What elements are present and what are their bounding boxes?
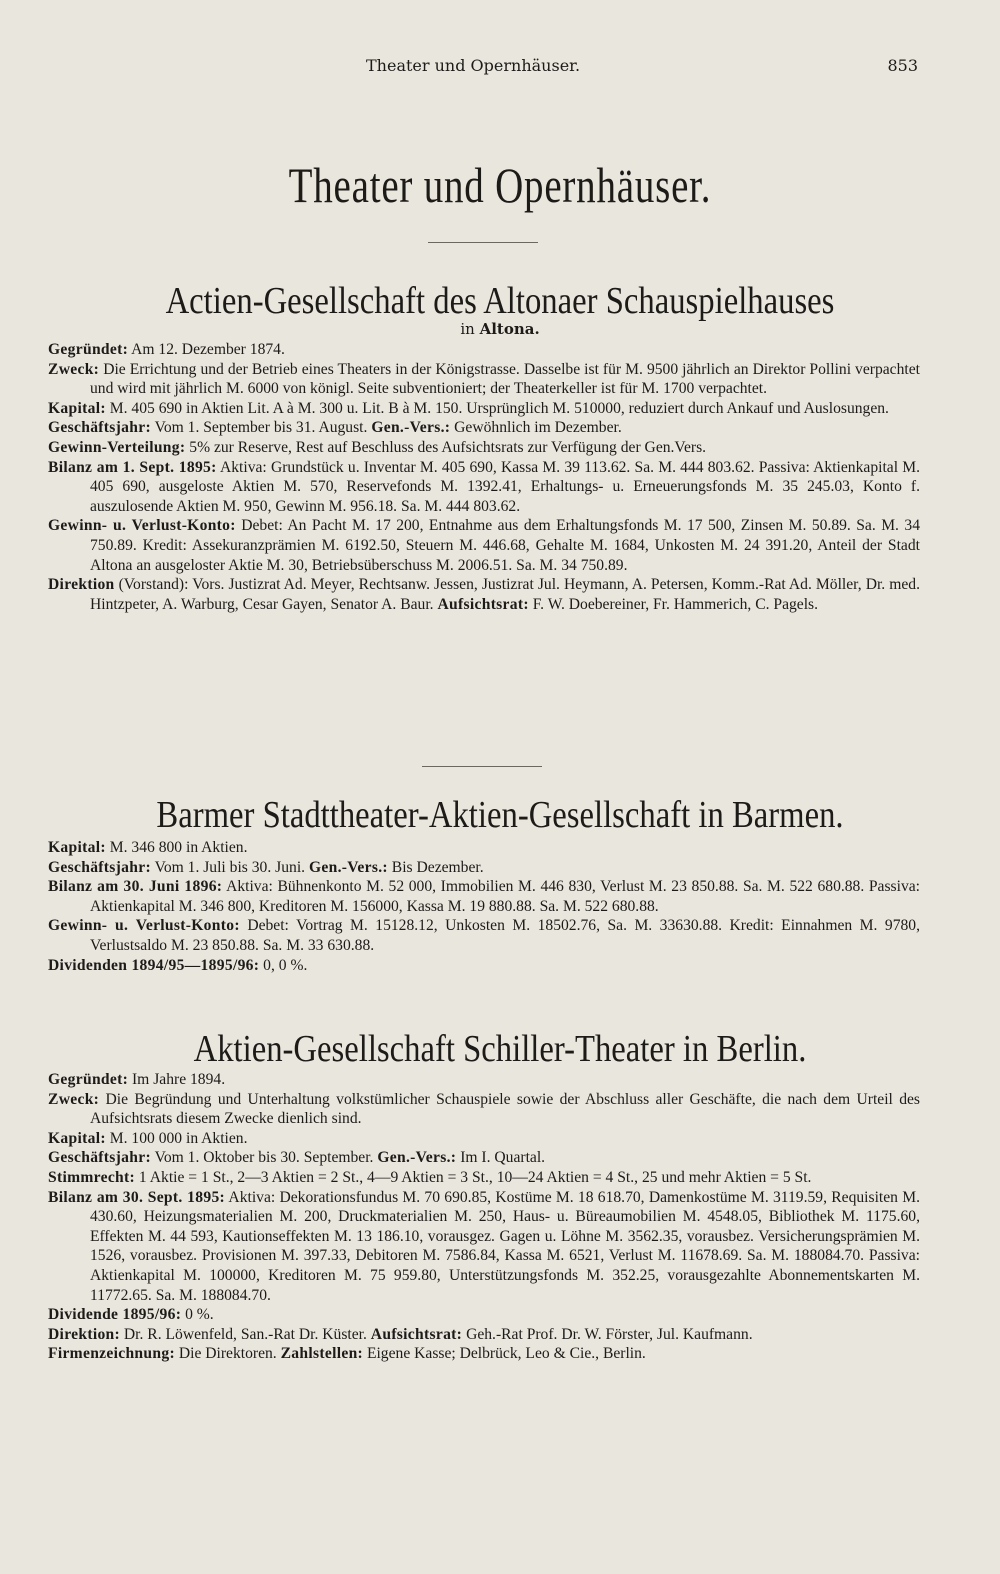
entry-gegruendet	[48, 340, 920, 360]
entry-kapital	[48, 399, 920, 419]
entry-text: (Vorstand): Vors. Justizrat Ad. Meyer, Rechtsanw. Jessen, Justizrat Jul. Heymann, A. Petersen, Komm.-Rat Ad. Möller, Dr. med. Hintzpeter, A. Warburg, Cesar Gayen, Senator A. Baur.	[90, 576, 920, 613]
entry-text: Am 12. Dezember 1874.	[128, 341, 285, 358]
entry-label: Bilanz am 30. Juni 1896:	[48, 878, 223, 896]
entry-label: Firmenzeichnung:	[48, 1345, 175, 1363]
entry-text: Aktiva: Bühnenkonto M. 52 000, Immobilien M. 446 830, Verlust M. 23 850.88. Sa. M. 522 680.88. Passiva: Aktienkapital M. 346 800, Kreditoren M. 156000, Kassa M. 19 880.88. Sa. M. 522 680.88.	[90, 878, 920, 915]
entry-text: Debet: An Pacht M. 17 200, Entnahme aus dem Erhaltungsfonds M. 17 500, Zinsen M. 50.89. Sa. M. 34 750.89. Kredit: Assekuranzprämien M. 6192.50, Steuern M. 446.68, Gehalte M. 1684, Unkosten M. 24 391.20, Anteil der Stadt Altona an ausgeloster Aktie M. 30, Betriebsüberschuss M. 2006.51. Sa. M. 34 750.89.	[90, 517, 920, 574]
running-title: Theater und Opernhäuser.	[366, 56, 581, 75]
entry-text: Im Jahre 1894.	[128, 1071, 226, 1088]
entry-text: Bis Dezember.	[387, 858, 484, 876]
entry-label: Aufsichtsrat:	[437, 595, 529, 613]
entry-label: Dividenden 1894/95—1895/96:	[48, 956, 260, 974]
entries-barmen	[48, 838, 920, 975]
entry-geschaeftsjahr	[48, 418, 920, 438]
entry-gewinn-verlust	[48, 916, 920, 955]
entry-text: 0 %.	[181, 1306, 214, 1324]
entries-altona	[48, 340, 920, 614]
entry-label: Direktion:	[48, 1325, 121, 1343]
main-title: Theater und Opernhäuser.	[288, 157, 712, 213]
location-name: Altona.	[479, 320, 540, 338]
entry-dividenden	[48, 956, 920, 976]
entry-text: 5% zur Reserve, Rest auf Beschluss des Aufsichtsrats zur Verfügung der Gen.Vers.	[185, 438, 707, 456]
entry-label: Gewinn- u. Verlust-Konto:	[48, 917, 240, 935]
entry-text: Vom 1. September bis 31. August.	[150, 419, 372, 437]
entry-label: Gen.-Vers.:	[308, 858, 388, 876]
entry-bilanz	[48, 877, 920, 916]
entry-label: Gewinn- u. Verlust-Konto:	[48, 517, 236, 535]
entry-label: Gegründet:	[48, 1071, 129, 1088]
entry-label: Zweck:	[48, 1090, 100, 1108]
entry-text: Gewöhnlich im Dezember.	[450, 419, 622, 437]
entry-label: Aufsichtsrat:	[370, 1325, 463, 1343]
entry-zweck	[48, 1090, 920, 1129]
entry-label: Kapital:	[48, 399, 106, 417]
entry-text: 1 Aktie = 1 St., 2—3 Aktien = 2 St., 4—9 Aktien = 3 St., 10—24 Aktien = 4 St., 25 und mehr Aktien = 5 St.	[135, 1168, 812, 1186]
entry-label: Gen.-Vers.:	[371, 419, 451, 437]
entry-label: Dividende 1895/96:	[48, 1306, 182, 1324]
entry-bilanz	[48, 1188, 920, 1306]
entry-stimmrecht	[48, 1168, 920, 1188]
entries-schiller	[48, 1070, 920, 1364]
entry-label: Stimmrecht:	[48, 1168, 136, 1186]
entry-zweck	[48, 360, 920, 399]
entry-text: Debet: Vortrag M. 15128.12, Unkosten M. 18502.76, Sa. M. 33630.88. Kredit: Einnahmen M. 9780, Verlustsaldo M. 23 850.88. Sa. M. 33 630.88.	[90, 917, 920, 954]
page-number: 853	[887, 56, 918, 75]
running-head	[0, 56, 1000, 80]
entry-label: Kapital:	[48, 839, 106, 856]
entry-gegruendet	[48, 1070, 920, 1090]
entry-text: Die Errichtung und der Betrieb eines Theaters in der Königstrasse. Dasselbe ist für M. 9500 jährlich an Direktor Pollini verpachtet und wird mit jährlich M. 6000 von königl. Seite subventioniert; der Theaterkeller ist für M. 1700 verpachtet.	[90, 360, 920, 398]
entry-text: Dr. R. Löwenfeld, San.-Rat Dr. Küster.	[120, 1325, 371, 1343]
entry-text: Eigene Kasse; Delbrück, Leo & Cie., Berlin.	[363, 1345, 646, 1363]
entry-label: Geschäftsjahr:	[48, 858, 151, 876]
entry-gewinn-verteilung	[48, 438, 920, 458]
entry-firmenzeichnung	[48, 1344, 920, 1364]
company-heading-barmen: Barmer Stadttheater-Aktien-Gesellschaft in Barmen.	[156, 794, 844, 836]
entry-gewinn-verlust	[48, 516, 920, 575]
entry-label: Gen.-Vers.:	[377, 1149, 457, 1167]
entry-text: Geh.-Rat Prof. Dr. W. Förster, Jul. Kaufmann.	[462, 1325, 753, 1343]
entry-label: Direktion	[48, 576, 115, 594]
entry-direktion	[48, 1325, 920, 1345]
entry-label: Gegründet:	[48, 341, 129, 358]
location-prefix: in	[460, 320, 475, 338]
entry-text: 0, 0 %.	[259, 956, 308, 974]
entry-label: Bilanz am 30. Sept. 1895:	[48, 1188, 226, 1206]
entry-text: F. W. Doebereiner, Fr. Hammerich, C. Pagels.	[528, 595, 819, 613]
entry-text: M. 346 800 in Aktien.	[105, 839, 248, 856]
entry-text: Im I. Quartal.	[456, 1149, 546, 1167]
entry-direktion	[48, 575, 920, 614]
entry-label: Zweck:	[48, 360, 100, 378]
entry-text: M. 100 000 in Aktien.	[105, 1129, 248, 1147]
company-location-altona	[0, 322, 1000, 337]
entry-text: Vom 1. Oktober bis 30. September.	[150, 1149, 378, 1167]
entry-text: M. 405 690 in Aktien Lit. A à M. 300 u. Lit. B à M. 150. Ursprünglich M. 510000, reduziert durch Ankauf und Auslosungen.	[105, 399, 889, 417]
entry-geschaeftsjahr	[48, 858, 920, 878]
entry-label: Bilanz am 1. Sept. 1895:	[48, 458, 217, 476]
company-heading-schiller: Aktien-Gesellschaft Schiller-Theater in Berlin.	[193, 1028, 807, 1070]
entry-text: Aktiva: Dekorationsfundus M. 70 690.85, Kostüme M. 18 618.70, Damenkostüme M. 3119.59, Requisiten M. 430.60, Heizungsmaterialien M. 200, Druckmaterialien M. 250, Haus- u. Büreaumobilien M. 4548.05, Bibliothek M. 1175.60, Effekten M. 44 593, Kautionseffekten M. 13 186.10, vorausgez. Gagen u. Löhne M. 3562.35, vorausbez. Versicherungsprämien M. 1526, vorausbez. Provisionen M. 397.33, Debitoren M. 7586.84, Kassa M. 6521, Verlust M. 11678.69. Sa. M. 188084.70. Passiva: Aktienkapital M. 100000, Kreditoren M. 75 959.80, Unterstützungsfonds M. 352.25, vorausgezahlte Abonnementskarten M. 11772.65. Sa. M. 188084.70.	[90, 1188, 920, 1304]
entry-label: Zahlstellen:	[280, 1345, 364, 1363]
company-heading-altona: Actien-Gesellschaft des Altonaer Schauspielhauses	[165, 280, 835, 322]
entry-kapital	[48, 1129, 920, 1149]
entry-kapital	[48, 838, 920, 858]
entry-label: Gewinn-Verteilung:	[48, 438, 186, 456]
entry-geschaeftsjahr	[48, 1148, 920, 1168]
title-divider	[428, 242, 538, 243]
entry-dividende	[48, 1305, 920, 1325]
entry-label: Geschäftsjahr:	[48, 1149, 151, 1167]
section-divider	[422, 766, 542, 767]
entry-text: Vom 1. Juli bis 30. Juni.	[150, 858, 309, 876]
entry-text: Die Begründung und Unterhaltung volkstümlicher Schauspiele sowie der Abschluss aller Geschäfte, die nach dem Urteil des Aufsichtsrats diesem Zwecke dienlich sind.	[90, 1090, 920, 1128]
entry-text: Aktiva: Grundstück u. Inventar M. 405 690, Kassa M. 39 113.62. Sa. M. 444 803.62. Passiva: Aktienkapital M. 405 690, ausgeloste Aktien M. 570, Reservefonds M. 1392.41, Erhaltungs- u. Erneuerungsfonds M. 35 245.03, Konto f. auszulosende Aktien M. 950, Gewinn M. 956.18. Sa. M. 444 803.62.	[90, 458, 920, 515]
entry-text: Die Direktoren.	[174, 1345, 281, 1363]
entry-label: Geschäftsjahr:	[48, 419, 151, 437]
entry-label: Kapital:	[48, 1129, 106, 1147]
entry-bilanz	[48, 458, 920, 517]
